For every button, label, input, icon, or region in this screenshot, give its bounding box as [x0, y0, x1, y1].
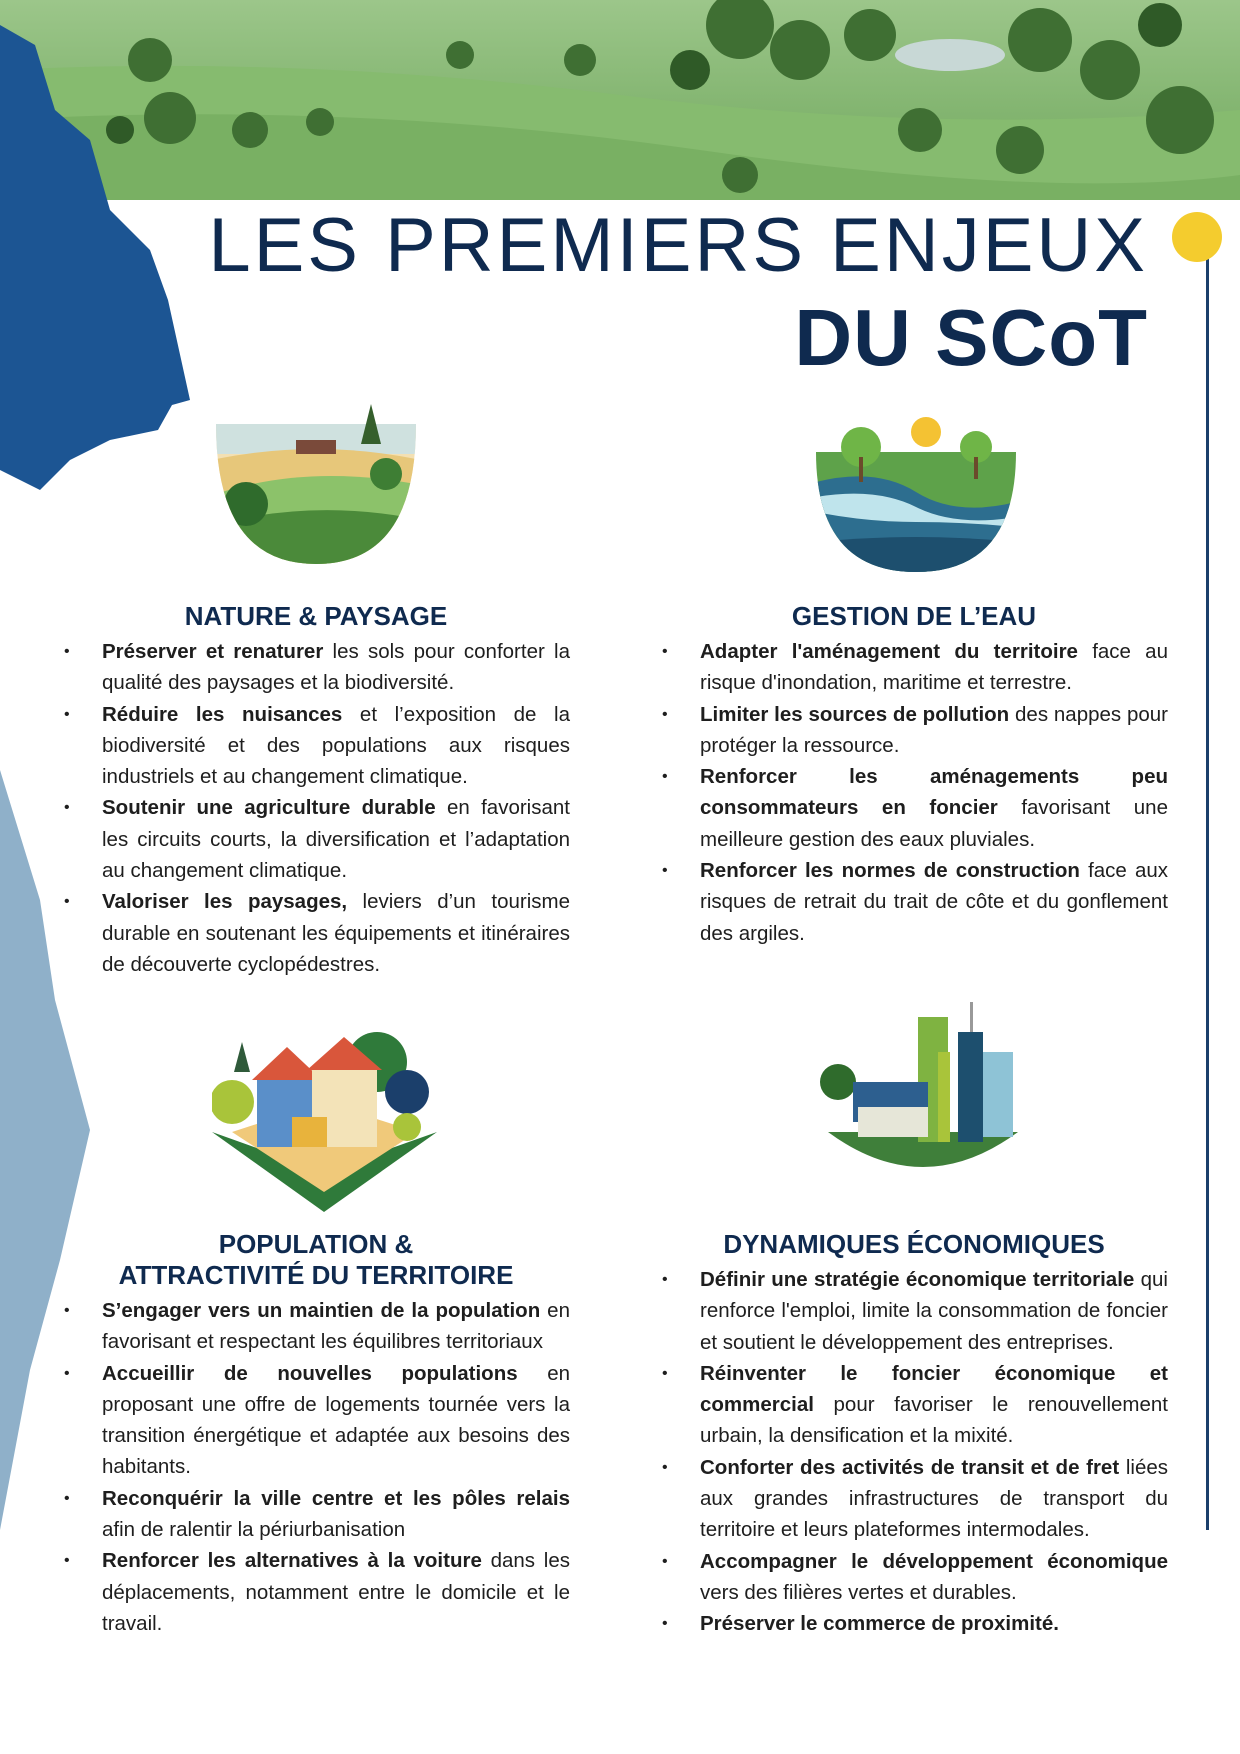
bullet-list: [660, 1264, 1168, 1640]
section-gestion-eau: [660, 601, 1168, 949]
list-item: • Limiter les sources de pollution des nappes pour protéger la ressource.: [662, 702, 1168, 757]
bullet-list: [660, 636, 1168, 949]
list-item: • Définir une stratégie économique territoriale qui renforce l'emploi, limite la consommation de foncier et soutient le développement des entreprises.: [662, 1268, 1168, 1354]
section-population-attractivite: [62, 1229, 570, 1639]
section-heading: NATURE & PAYSAGE: [184, 601, 448, 631]
page-title-line1: LES PREMIERS ENJEUX: [208, 203, 1148, 288]
list-item: • Réinventer le foncier économique et commercial pour favoriser le renouvellement urbain, la densification et la mixité.: [662, 1361, 1168, 1448]
bullet-list: [62, 1295, 570, 1639]
bullet-list: [62, 636, 570, 980]
right-accent-line: [1206, 250, 1209, 1530]
list-item: • Réduire les nuisances et l’exposition de la biodiversité et des populations aux risques industriels et au changement climatique.: [64, 702, 571, 789]
list-item: • Adapter l'aménagement du territoire face au risque d'inondation, maritime et terrestre.: [662, 640, 1168, 695]
list-item: • Renforcer les alternatives à la voiture dans les déplacements, notamment entre le domicile et le travail.: [64, 1549, 570, 1635]
section-heading-line1: POPULATION &: [218, 1229, 414, 1259]
yellow-dot-decoration: [1172, 212, 1222, 262]
list-item: • S’engager vers un maintien de la population en favorisant et respectant les équilibres territoriaux: [64, 1299, 570, 1354]
houses-village-icon: [212, 1022, 437, 1212]
section-nature-paysage: [62, 601, 570, 980]
list-item: • Renforcer les aménagements peu consommateurs en foncier favorisant une meilleure gestion des eaux pluviales.: [662, 765, 1168, 851]
list-item: • Valoriser les paysages, leviers d’un tourisme durable en soutenant les équipements et itinéraires de découverte cyclopédestres.: [64, 890, 570, 976]
industry-buildings-icon: [818, 992, 1028, 1192]
section-heading: DYNAMIQUES ÉCONOMIQUES: [723, 1229, 1105, 1259]
list-item: • Renforcer les normes de construction face aux risques de retrait du trait de côte et du gonflement des argiles.: [662, 859, 1168, 945]
list-item: • Reconquérir la ville centre et les pôles relais afin de ralentir la périurbanisation: [64, 1486, 570, 1542]
section-heading: GESTION DE L’EAU: [791, 601, 1037, 631]
section-heading-line2: ATTRACTIVITÉ DU TERRITOIRE: [118, 1260, 514, 1290]
list-item: • Conforter des activités de transit et de fret liées aux grandes infrastructures de transport du territoire et leurs plateformes intermodales.: [662, 1455, 1168, 1542]
list-item: • Soutenir une agriculture durable en favorisant les circuits courts, la diversification et l’adaptation au changement climatique.: [64, 796, 570, 883]
section-heading: [62, 1229, 570, 1291]
page-title-line2: DU SCoT: [794, 293, 1148, 382]
countryside-landscape-icon: [216, 404, 416, 564]
section-dynamiques-economiques: [660, 1229, 1168, 1640]
list-item: • Préserver et renaturer les sols pour conforter la qualité des paysages et la biodiversité.: [64, 640, 570, 695]
list-item: • Accompagner le développement économique vers des filières vertes et durables.: [662, 1549, 1168, 1604]
list-item: • Accueillir de nouvelles populations en proposant une offre de logements tournée vers la transition énergétique et adaptée aux besoins des habitants.: [64, 1361, 571, 1479]
river-wetland-icon: [816, 412, 1016, 572]
list-item: • Préserver le commerce de proximité.: [662, 1612, 1059, 1636]
